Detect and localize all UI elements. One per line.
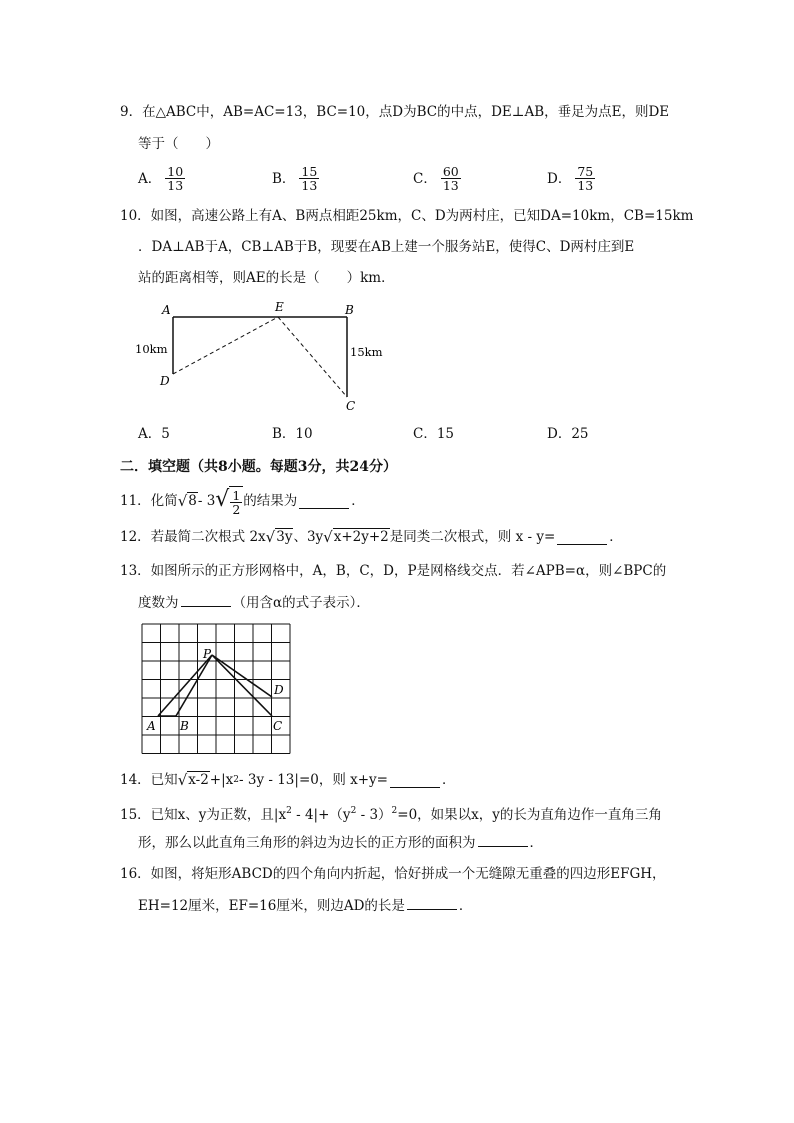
q10-option-b[interactable]: B．10 <box>272 426 313 442</box>
label-p: P <box>203 647 212 661</box>
fraction: $\frac{10}{13}$ <box>167 164 184 193</box>
q15-line2: 形，那么以此直角三角形的斜边为边长的正方形的面积为 ． <box>138 832 543 853</box>
sqrt: √ x-2 <box>177 771 209 789</box>
answer-blank[interactable] <box>407 895 457 910</box>
label-right-length: 15km <box>350 345 383 359</box>
label-a: A <box>162 303 171 317</box>
section-title: 二．填空题（共8小题。每题3分，共24分） <box>120 459 397 475</box>
fraction: $\frac{75}{13}$ <box>577 164 594 193</box>
answer-blank[interactable] <box>478 832 528 847</box>
answer-blank[interactable] <box>557 530 607 545</box>
q10-option-d[interactable]: D．25 <box>547 426 589 442</box>
sqrt: √ 8 <box>177 492 197 510</box>
q15-line1: 15．已知x、y为正数，且$|x^2 - 4|+(y^2 - 3)^2=0$，如果以x，y的长为直角边作一直角三角 <box>120 806 662 823</box>
q16-line1: 16．如图，将矩形ABCD的四个角向内折起，恰好拼成一个无缝隙无重叠的四边形EFGH， <box>120 866 666 882</box>
label-left-length: 10km <box>135 342 168 356</box>
sqrt: √ x+2y+2 <box>323 528 389 546</box>
label-d: D <box>274 683 284 697</box>
q10-line1: 10．如图，高速公路上有A、B两点相距25km，C、D为两村庄，已知DA=10km，CB=15km <box>120 208 694 224</box>
answer-blank[interactable] <box>390 773 440 788</box>
label-e: E <box>275 300 284 314</box>
answer-blank[interactable] <box>181 592 231 607</box>
q9-option-a[interactable]: A． $\frac{10}{13}$ <box>138 164 184 193</box>
q12: 12．若最简二次根式 2x √ 3y 、3y √ x+2y+2 是同类二次根式，则 x - y= ． <box>120 528 623 546</box>
q10-figure <box>130 296 390 416</box>
q9-line2: 等于（ ） <box>138 136 219 152</box>
q14: 14．已知 √ x-2 +|x 2 - 3y - 13|=0，则 x+y= ． <box>120 771 456 789</box>
label-d: D <box>160 374 170 388</box>
answer-blank[interactable] <box>299 494 349 509</box>
q10-option-a[interactable]: A．5 <box>138 426 170 442</box>
q9-option-b[interactable]: B． $\frac{15}{13}$ <box>272 164 318 193</box>
fraction: $\frac{60}{13}$ <box>442 164 459 193</box>
q9-line1: 9．在△ABC中，AB=AC=13，BC=10，点D为BC的中点，DE⊥AB，垂足为点E，则DE <box>120 104 670 120</box>
q16-line2: EH=12厘米，EF=16厘米，则边AD的长是 ． <box>138 895 472 916</box>
label-a: A <box>147 719 156 733</box>
q13-grid-figure <box>140 620 295 758</box>
fraction: $\frac{15}{13}$ <box>301 164 318 193</box>
q13-line1: 13．如图所示的正方形网格中，A，B，C，D，P是网格线交点．若∠APB=α，则∠BPC的 <box>120 563 667 579</box>
label-c: C <box>346 399 356 413</box>
q10-option-c[interactable]: C．15 <box>413 426 455 442</box>
q9-option-d[interactable]: D． $\frac{75}{13}$ <box>547 164 594 193</box>
q11: 11．化简 √ 8 - 3 √ $\frac{1}{2}$ 的结果为 ． <box>120 487 365 517</box>
label-c: C <box>273 719 283 733</box>
label-b: B <box>345 303 354 317</box>
sqrt-fraction: √ $\frac{1}{2}$ <box>215 486 243 516</box>
q10-line2: ．DA⊥AB于A，CB⊥AB于B，现要在AB上建一个服务站E，使得C、D两村庄到E <box>138 239 635 255</box>
q10-line3: 站的距离相等，则AE的长是（ ）km． <box>138 270 395 286</box>
sqrt: √ 3y <box>265 528 293 546</box>
q13-line2: 度数为 （用含α的式子表示）． <box>138 592 370 613</box>
q9-option-c[interactable]: C． $\frac{60}{13}$ <box>413 164 459 193</box>
label-b: B <box>180 719 189 733</box>
